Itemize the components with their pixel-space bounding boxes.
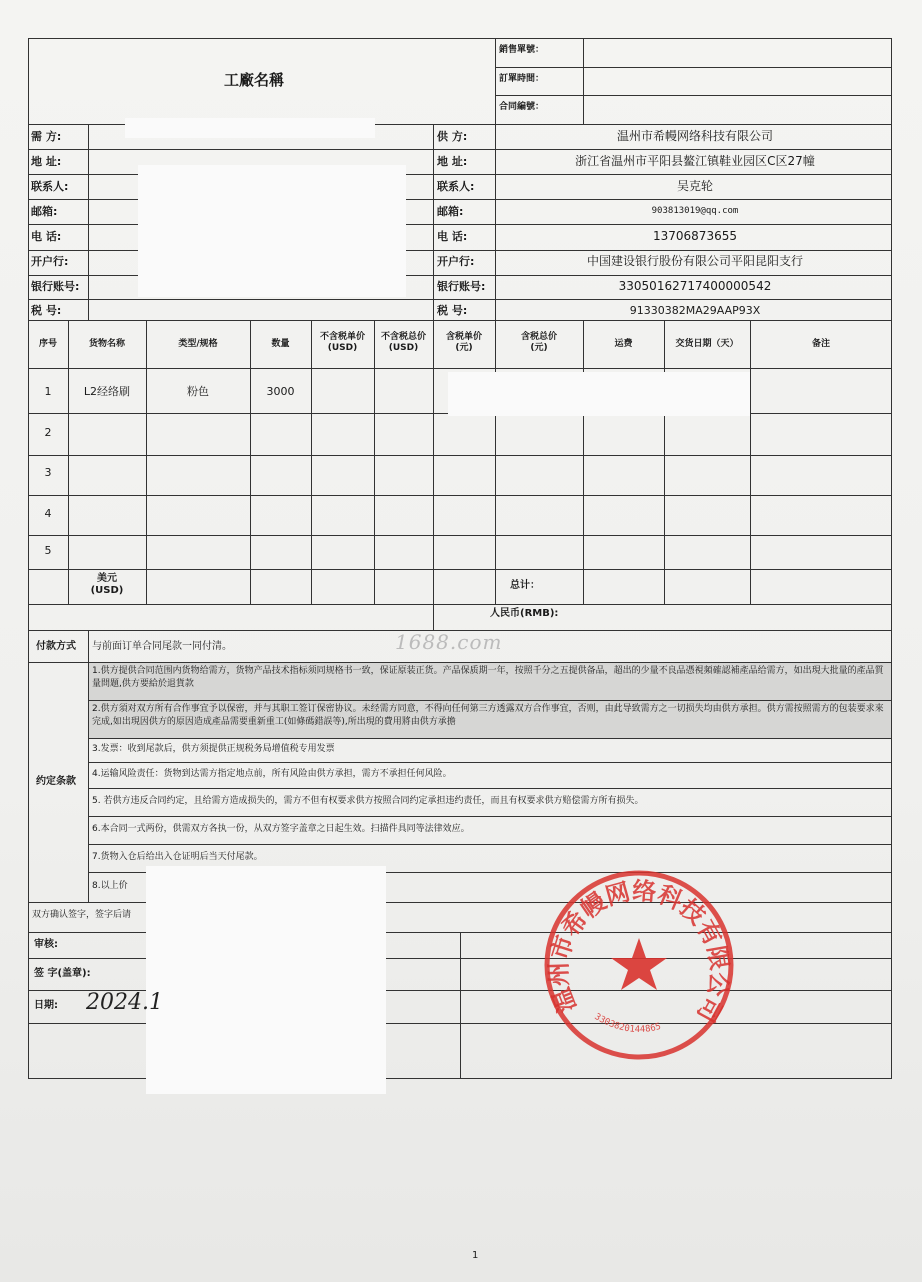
col-header-qty: 数量	[271, 339, 290, 349]
supplier-address-label: 地 址:	[437, 155, 468, 168]
row-1-spec: 粉色	[187, 385, 209, 398]
buyer-address-label: 地 址:	[31, 155, 62, 168]
term-4: 4.运输风险责任：货物到达需方指定地点前，所有风险由供方承担，需方不承担任何风险。	[92, 769, 452, 779]
supplier-contact-label: 联系人:	[437, 180, 475, 193]
supplier-name: 温州市希幔网络科技有限公司	[616, 129, 773, 143]
redacted-signature	[146, 866, 386, 1094]
buyer-tax-label: 税 号:	[31, 304, 62, 317]
supplier-tax-no: 91330382MA29AAP93X	[629, 304, 761, 317]
order-time-label: 訂單時間：	[499, 74, 545, 84]
supplier-bank: 中国建设银行股份有限公司平阳昆阳支行	[586, 254, 803, 268]
watermark-1688: 1688.com	[395, 630, 503, 654]
supplier-address: 浙江省温州市平阳县鳌江镇鞋业园区C区27幢	[575, 154, 815, 168]
star-icon	[611, 938, 667, 990]
buyer-bank-label: 开户行:	[31, 255, 69, 268]
supplier-phone: 13706873655	[653, 229, 737, 243]
col-header-total-rmb: 含税总价 (元)	[520, 332, 557, 353]
buyer-demand-label: 需 方:	[31, 130, 62, 143]
term-2: 2.供方須对双方所有合作事宜予以保密，并与其职工签订保密协议。未经需方同意，不得向任何第三方透露双方合作事宜，否则，由此导致需方之一切损失均由供方承担。供方需按照需方的包装要求來完成,如出現因供方的原因造成產品需要重新重工(如條碼錯誤等),所出現的費用將由供方承擔	[92, 704, 884, 727]
sales-no-label: 銷售單號：	[499, 45, 545, 55]
seal-text: 温州市希幔网络科技有限公司	[544, 876, 734, 1027]
supplier-email: 903813019@qq.com	[651, 206, 739, 216]
col-header-no: 序号	[38, 339, 57, 349]
supplier-tax-label: 税 号:	[437, 304, 468, 317]
col-header-remark: 备注	[811, 339, 830, 349]
company-seal	[542, 868, 736, 1062]
row-1-name: L2经络刷	[83, 385, 131, 398]
supplier-contact: 吴克轮	[676, 179, 713, 193]
row-1-qty: 3000	[266, 385, 295, 398]
contract-no-label: 合同編號：	[499, 102, 545, 112]
row-1-no: 1	[44, 385, 52, 398]
supplier-phone-label: 电 话:	[437, 230, 468, 243]
term-6: 6.本合同一式两份，供需双方各执一份，从双方签字盖章之日起生效。扫描件具同等法律效应。	[92, 824, 470, 834]
redacted-buyer-info	[138, 165, 406, 297]
buyer-phone-label: 电 话:	[31, 230, 62, 243]
col-header-spec: 类型/规格	[178, 339, 218, 349]
term-7: 7.货物入仓后给出入仓证明后当天付尾款。	[92, 852, 263, 862]
buyer-contact-label: 联系人:	[31, 180, 69, 193]
svg-text:3303820144865	[593, 1012, 663, 1035]
term-1: 1.供方提供合同范围内货物给需方，货物产品技术指标须同规格书一致，保证原装正货。产品保质期一年，按照千分之五提供备品，超出的少量不良品憑視頻確認補產品给需方，如出現大批量的產品質量問題,供方要給於退貨款	[92, 666, 884, 689]
redacted-buyer-name	[125, 118, 375, 138]
term-8: 8.以上价	[92, 881, 128, 891]
col-header-unit-price-usd: 不含税单价 (USD)	[319, 332, 365, 353]
review-label: 审核:	[34, 939, 58, 950]
page-number: 1	[472, 1250, 479, 1261]
usd-label: 美元 (USD)	[90, 573, 124, 596]
supplier-email-label: 邮箱:	[437, 205, 464, 218]
total-label: 总计：	[510, 580, 540, 591]
term-5: 5. 若供方违反合同约定，且给需方造成损失的，需方不但有权要求供方按照合同约定承担违约责任，而且有权要求供方赔偿需方所有损失。	[92, 796, 644, 806]
supplier-label: 供 方:	[437, 130, 468, 143]
col-header-unit-price-rmb: 含税单价 (元)	[445, 332, 482, 353]
supplier-bank-label: 开户行:	[437, 255, 475, 268]
terms-label: 约定条款	[36, 776, 76, 787]
confirm-text: 双方确认签字，签字后请	[32, 910, 132, 920]
col-header-total-usd: 不含税总价 (USD)	[380, 332, 426, 353]
handwritten-date: 2024.1	[86, 990, 163, 1015]
col-header-freight: 运费	[614, 339, 633, 349]
sign-label: 签 字(盖章):	[34, 968, 91, 979]
supplier-account-label: 银行账号:	[437, 280, 486, 293]
row-4-no: 4	[44, 507, 52, 520]
row-5-no: 5	[44, 544, 52, 557]
payment-method-label: 付款方式	[36, 641, 76, 652]
col-header-delivery: 交货日期（天）	[675, 339, 739, 349]
date-label: 日期:	[34, 1000, 58, 1011]
supplier-account: 33050162717400000542	[618, 279, 772, 293]
seal-code: 3303820144865	[592, 1012, 663, 1036]
row-3-no: 3	[44, 466, 52, 479]
redacted-prices	[448, 372, 750, 416]
rmb-label: 人民币(RMB):	[490, 608, 559, 619]
col-header-name: 货物名称	[88, 339, 125, 349]
buyer-account-label: 银行账号:	[31, 280, 80, 293]
row-2-no: 2	[44, 426, 52, 439]
term-3: 3.发票：收到尾款后，供方须提供正规税务局增值税专用发票	[92, 744, 335, 754]
buyer-email-label: 邮箱:	[31, 205, 58, 218]
payment-method-value: 与前面订单合同尾款一同付清。	[92, 641, 232, 652]
factory-name-title: 工廠名稱	[224, 71, 285, 89]
